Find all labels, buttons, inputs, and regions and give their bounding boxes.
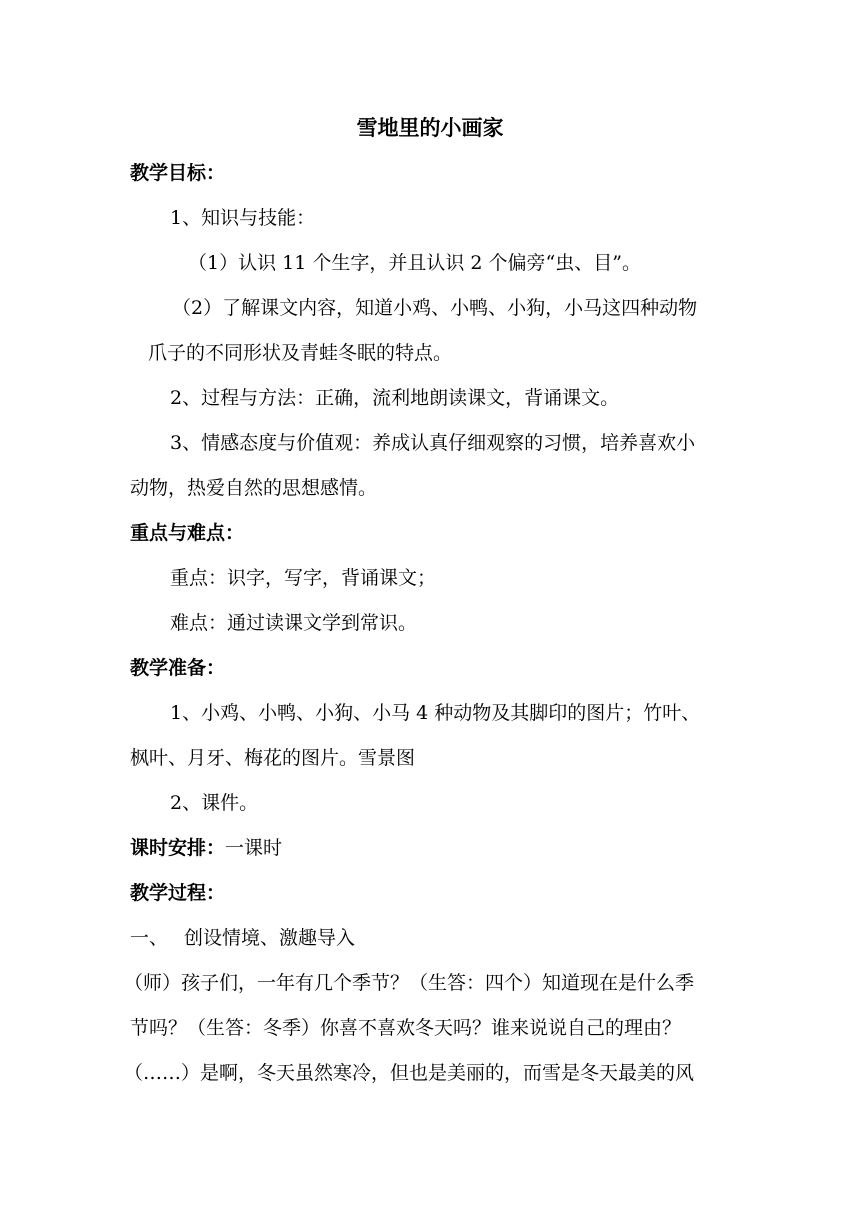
document-title: 雪地里的小画家 — [356, 115, 504, 140]
process-paragraph-line-1: （师）孩子们，一年有几个季节？（生答：四个）知道现在是什么季 — [124, 972, 695, 994]
process-paragraph-line-3: （……）是啊，冬天虽然寒冷，但也是美丽的，而雪是冬天最美的风 — [124, 1062, 695, 1084]
key-point: 重点：识字，写字，背诵课文； — [170, 567, 437, 589]
key-points-heading: 重点与难点： — [130, 522, 245, 544]
schedule-value: 一课时 — [225, 837, 283, 859]
objective-item-2: 2、过程与方法：正确，流利地朗读课文，背诵课文。 — [170, 387, 620, 409]
process-step-1-title: 创设情境、激趣导入 — [184, 927, 356, 949]
objective-item-1-sub-2-line-1: （2）了解课文内容，知道小鸡、小鸭、小狗，小马这四种动物 — [172, 297, 698, 319]
process-step-1 — [130, 926, 355, 950]
process-paragraph-line-2: 节吗？（生答：冬季）你喜不喜欢冬天吗？谁来说说自己的理由？ — [130, 1017, 682, 1039]
schedule-heading: 课时安排： — [130, 837, 226, 859]
difficult-point: 难点：通过读课文学到常识。 — [170, 612, 418, 634]
preparation-item-2: 2、课件。 — [170, 792, 259, 814]
objectives-heading: 教学目标： — [130, 162, 226, 184]
schedule-line — [130, 836, 282, 860]
preparation-heading: 教学准备： — [130, 657, 226, 679]
preparation-item-1-line-2: 枫叶、月牙、梅花的图片。雪景图 — [130, 747, 416, 769]
preparation-item-1-line-1: 1、小鸡、小鸭、小狗、小马 4 种动物及其脚印的图片；竹叶、 — [170, 702, 701, 724]
objective-item-1-sub-1: （1）认识 11 个生字，并且认识 2 个偏旁“虫、目”。 — [188, 252, 641, 274]
process-heading: 教学过程： — [130, 882, 226, 904]
objective-item-1: 1、知识与技能： — [170, 207, 316, 229]
objective-item-1-sub-2-line-2: 爪子的不同形状及青蛙冬眠的特点。 — [148, 342, 453, 364]
objective-item-3-line-2: 动物，热爱自然的思想感情。 — [130, 477, 378, 499]
process-step-1-label: 一、 — [130, 927, 169, 949]
objective-item-3-line-1: 3、情感态度与价值观：养成认真仔细观察的习惯，培养喜欢小 — [170, 432, 696, 454]
